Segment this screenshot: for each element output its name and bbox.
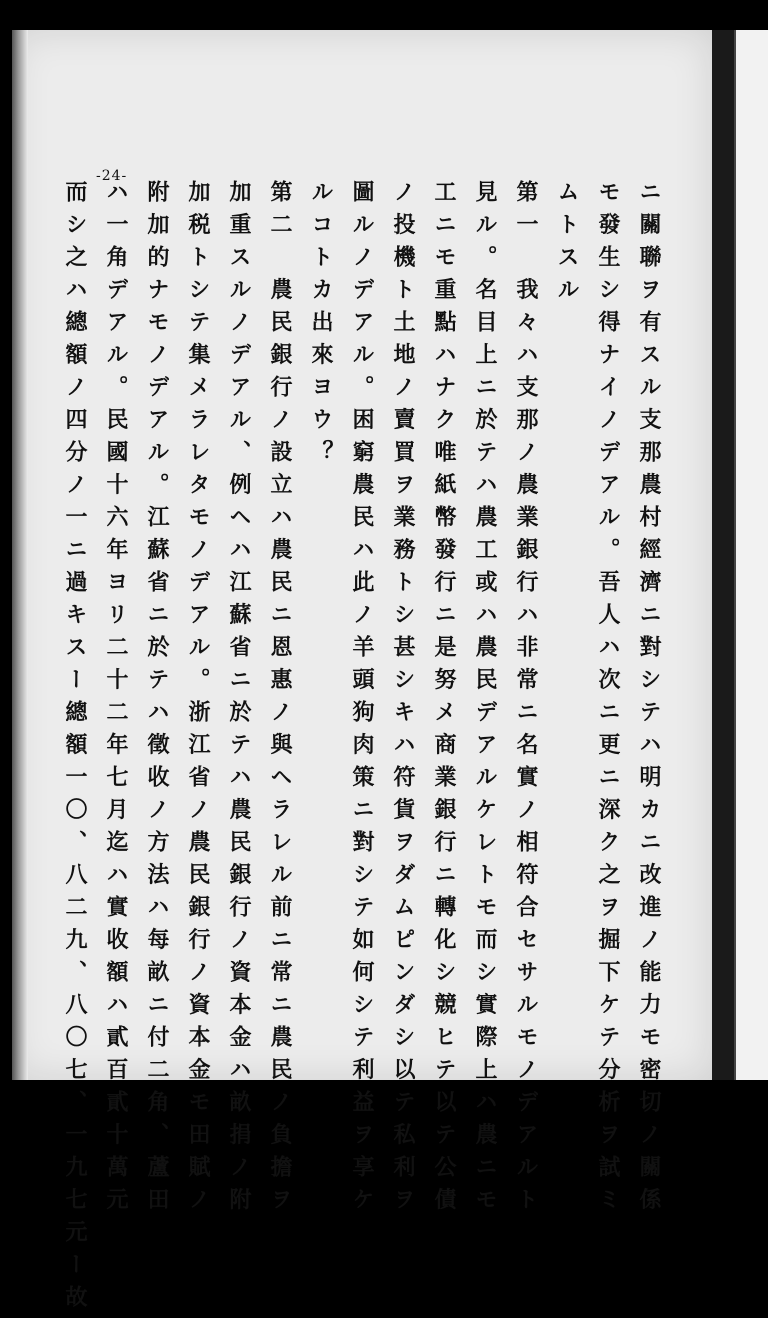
- text-column-5: 見ル。名目上ニ於テハ農工或ハ農民デアルケレトモ而シ實際上ハ農ニモ: [472, 180, 498, 1220]
- text-column-15: 而シ之ハ總額ノ四分ノ一ニ過キスー總額一〇、八二九、八〇七、一九七元ー故: [62, 180, 88, 1318]
- scan-top-border: [0, 0, 768, 30]
- text-column-1: ニ關聯ヲ有スル支那農村經濟ニ對シテハ明カニ改進ノ能力モ密切ノ關係: [636, 180, 662, 1220]
- text-column-12: 加税トシテ集メラレタモノデアル。浙江省ノ農民銀行ノ資本金モ田賦ノ: [185, 180, 211, 1220]
- vertical-text-body: [62, 180, 690, 1318]
- text-column-6: 工ニモ重點ハナク唯紙幣發行ニ是努メ商業銀行ニ轉化シ競ヒテ以テ公債: [431, 180, 457, 1220]
- text-column-10: 第二 農民銀行ノ設立ハ農民ニ恩惠ノ與ヘラレル前ニ常ニ農民ノ負擔ヲ: [267, 180, 293, 1220]
- page-binding-edge: [12, 30, 28, 1080]
- text-column-11: 加重スルノデアル、例ヘハ江蘇省ニ於テハ農民銀行ノ資本金ハ畝捐ノ附: [226, 180, 252, 1220]
- next-page-edge: [734, 30, 768, 1080]
- text-column-8: 圖ルノデアル。困窮農民ハ此ノ羊頭狗肉策ニ對シテ如何シテ利益ヲ享ケ: [349, 180, 375, 1220]
- text-column-7: ノ投機ト土地ノ賣買ヲ業務トシ甚シキハ符貨ヲダムピンダシ以テ私利ヲ: [390, 180, 416, 1220]
- text-column-14: ハ一角デアル。民國十六年ヨリ二十二年七月迄ハ實收額ハ貳百貳十萬元: [103, 180, 129, 1220]
- text-column-2: モ發生シ得ナイノデアル。吾人ハ次ニ更ニ深ク之ヲ掘下ケテ分析ヲ試ミ: [595, 180, 621, 1220]
- text-column-4: 第一 我々ハ支那ノ農業銀行ハ非常ニ名實ノ相符合セサルモノデアルト: [513, 180, 539, 1220]
- text-column-3: ムトスル: [554, 180, 580, 310]
- page-number: -24-: [96, 168, 128, 184]
- text-column-13: 附加的ナモノデアル。江蘇省ニ於テハ徵收ノ方法ハ每畝ニ付二角、蘆田: [144, 180, 170, 1220]
- scan-right-shadow: [712, 30, 734, 1080]
- text-column-9: ルコトカ出來ヨウ？: [308, 180, 334, 473]
